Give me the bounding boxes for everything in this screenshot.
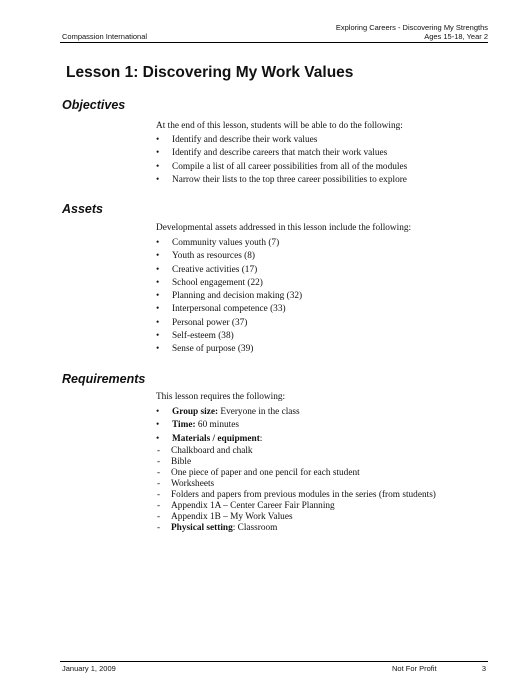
objective-item: • Compile a list of all career possibilities from all of the modules	[156, 161, 407, 174]
group-size-label: Group size:	[172, 407, 219, 417]
lesson-title: Lesson 1: Discovering My Work Values	[66, 64, 354, 81]
header-organization: Compassion International	[62, 32, 148, 41]
footer-notice: Not For Profit	[392, 664, 437, 673]
time-value: 60 minutes	[195, 420, 239, 431]
material-item: - Bible	[156, 457, 436, 468]
objectives-heading: Objectives	[62, 98, 126, 112]
asset-item: • Youth as resources (8)	[156, 250, 302, 263]
material-item: - Worksheets	[156, 479, 436, 490]
requirement-group-size	[156, 406, 300, 419]
header-rule	[60, 42, 488, 43]
objectives-intro: At the end of this lesson, students will be able to do the following:	[156, 121, 403, 131]
objective-item: • Identify and describe their work values	[156, 134, 407, 147]
objective-item: • Narrow their lists to the top three career possibilities to explore	[156, 174, 407, 187]
time-label: Time:	[172, 420, 196, 431]
material-item: - Chalkboard and chalk	[156, 446, 436, 457]
requirements-intro: This lesson requires the following:	[156, 392, 286, 402]
physical-setting-label: Physical setting	[171, 523, 233, 533]
materials-block	[156, 446, 436, 534]
requirement-time	[156, 419, 300, 432]
footer-date: January 1, 2009	[62, 664, 116, 673]
header-course-title: Exploring Careers - Discovering My Strengths	[335, 23, 488, 32]
worksheet-item: - Appendix 1B – My Work Values	[156, 512, 436, 523]
worksheets-list	[156, 490, 436, 523]
asset-item: • Sense of purpose (39)	[156, 343, 302, 356]
worksheet-item: - Folders and papers from previous modules in the series (from students)	[156, 490, 436, 501]
header-course-info	[336, 23, 488, 41]
asset-item: • Planning and decision making (32)	[156, 290, 302, 303]
asset-item: • Creative activities (17)	[156, 264, 302, 277]
asset-item: • Interpersonal competence (33)	[156, 303, 302, 316]
asset-item: • School engagement (22)	[156, 277, 302, 290]
physical-setting-item	[156, 523, 436, 534]
group-size-value: Everyone in the class	[218, 407, 300, 417]
setting-list	[156, 523, 436, 534]
assets-list	[156, 237, 302, 357]
header-audience: Ages 15-18, Year 2	[424, 32, 488, 41]
objective-item: • Identify and describe careers that match their work values	[156, 147, 407, 160]
materials-label: Materials / equipment	[172, 433, 260, 444]
footer-page-number: 3	[481, 664, 486, 673]
physical-setting-value: : Classroom	[232, 523, 278, 533]
footer-rule	[60, 661, 488, 662]
objectives-list	[156, 134, 407, 187]
worksheet-item: - Appendix 1A – Center Career Fair Planning	[156, 501, 436, 512]
asset-item: • Community values youth (7)	[156, 237, 302, 250]
assets-intro: Developmental assets addressed in this lesson include the following:	[156, 223, 412, 233]
asset-item: • Self-esteem (38)	[156, 330, 302, 343]
requirements-heading: Requirements	[62, 372, 146, 386]
materials-list	[156, 446, 436, 490]
materials-colon: :	[259, 433, 263, 444]
asset-item: • Personal power (37)	[156, 317, 302, 330]
assets-heading: Assets	[62, 202, 103, 216]
material-item: - One piece of paper and one pencil for each student	[156, 468, 436, 479]
requirements-list	[156, 406, 300, 446]
requirement-materials	[156, 433, 300, 446]
